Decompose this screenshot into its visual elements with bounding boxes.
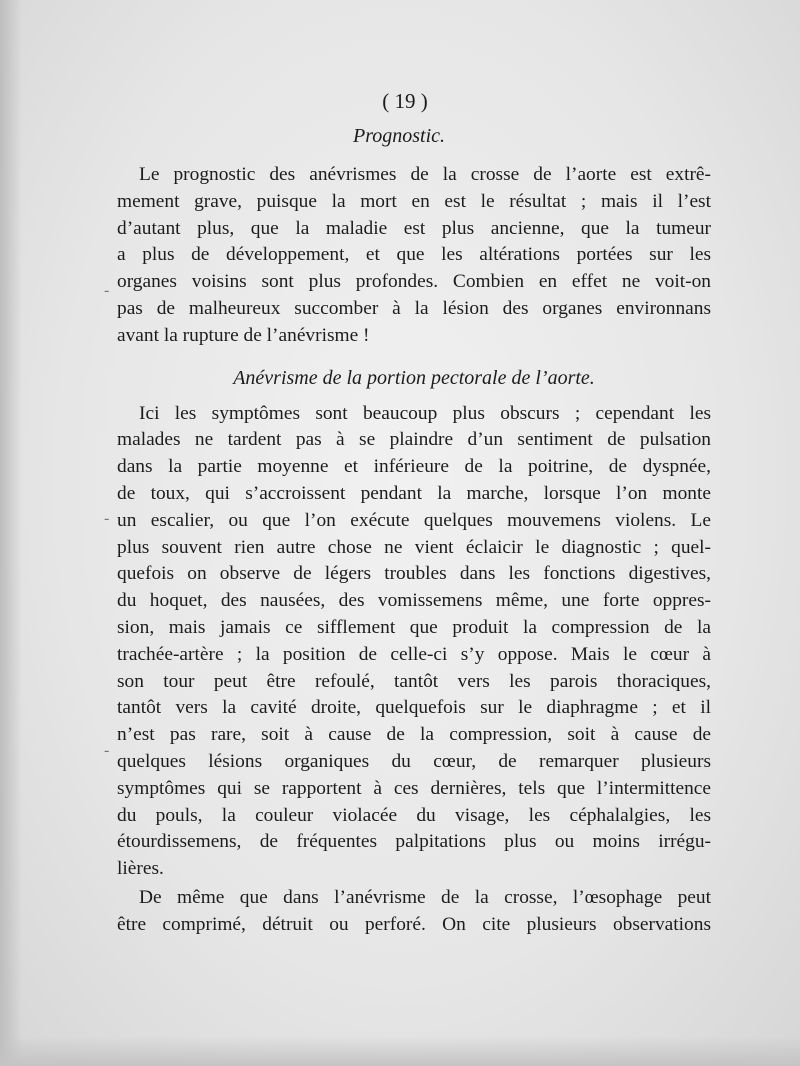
margin-mark: - <box>104 510 110 527</box>
section-heading-pectoral-aorta: Anévrisme de la portion pectorale de l’aorte. <box>233 366 595 389</box>
page-text <box>117 86 711 938</box>
text-line: organes voisins sont plus profondes. Combien en effet ne voit-on <box>117 271 711 293</box>
text-line: pas de malheureux succomber à la lésion des organes environnans <box>117 297 711 319</box>
margin-mark: - <box>104 742 110 759</box>
text-line: de toux, qui s’accroissent pendant la marche, lorsque l’on monte <box>117 482 711 504</box>
text-line: plus souvent rien autre chose ne vient éclaicir le diagnostic ; quel- <box>117 536 711 558</box>
text-line: n’est pas rare, soit à cause de la compression, soit à cause de <box>117 724 711 746</box>
text-line: trachée-artère ; la position de celle-ci s’y oppose. Mais le cœur à <box>117 643 711 665</box>
paragraph-symptoms <box>117 400 711 882</box>
page-number: ( 19 ) <box>382 89 428 113</box>
text-line: quefois on observe de légers troubles dans les fonctions digestives, <box>117 563 711 585</box>
text-line: Le prognostic des anévrismes de la crosse de l’aorte est extrê- <box>139 164 711 185</box>
text-line: lières. <box>117 858 164 880</box>
margin-mark: - <box>104 282 110 299</box>
text-line: du pouls, la couleur violacée du visage, les céphalalgies, les <box>117 804 711 826</box>
paragraph-prognostic <box>117 161 711 349</box>
text-line: du hoquet, des nausées, des vomissemens même, une forte oppres- <box>117 590 711 612</box>
paragraph-oesophagus <box>117 884 711 938</box>
text-line: malades ne tardent pas à se plaindre d’un sentiment de pulsation <box>117 429 711 451</box>
text-line: symptômes qui se rapportent à ces dernières, tels que l’intermittence <box>117 777 711 799</box>
text-line: De même que dans l’anévrisme de la crosse, l’œsophage peut <box>139 886 711 908</box>
text-line: être comprimé, détruit ou perforé. On cite plusieurs observations <box>117 913 711 935</box>
text-line: d’autant plus, que la maladie est plus ancienne, que la tumeur <box>117 217 711 239</box>
section-heading-prognostic: Prognostic. <box>352 125 446 147</box>
text-line: quelques lésions organiques du cœur, de remarquer plusieurs <box>117 750 711 772</box>
text-line: tantôt vers la cavité droite, quelquefois sur le diaphragme ; et il <box>117 697 711 719</box>
text-line: son tour peut être refoulé, tantôt vers les parois thoraciques, <box>117 670 711 692</box>
text-line: Ici les symptômes sont beaucoup plus obscurs ; cependant les <box>139 402 711 424</box>
text-line: a plus de développement, et que les altérations portées sur les <box>117 244 711 266</box>
text-line: avant la rupture de l’anévrisme ! <box>117 324 370 346</box>
text-line: un escalier, ou que l’on exécute quelques mouvemens violens. Le <box>117 509 711 531</box>
text-line: mement grave, puisque la mort en est le résultat ; mais il l’est <box>117 190 711 212</box>
text-line: étourdissemens, de fréquentes palpitations plus ou moins irrégu- <box>117 831 711 853</box>
page-bottom-shadow <box>0 1036 800 1066</box>
page-edge-shadow <box>0 0 22 1066</box>
text-line: dans la partie moyenne et inférieure de la poitrine, de dyspnée, <box>117 456 711 478</box>
text-line: sion, mais jamais ce sifflement que produit la compression de la <box>117 616 711 638</box>
